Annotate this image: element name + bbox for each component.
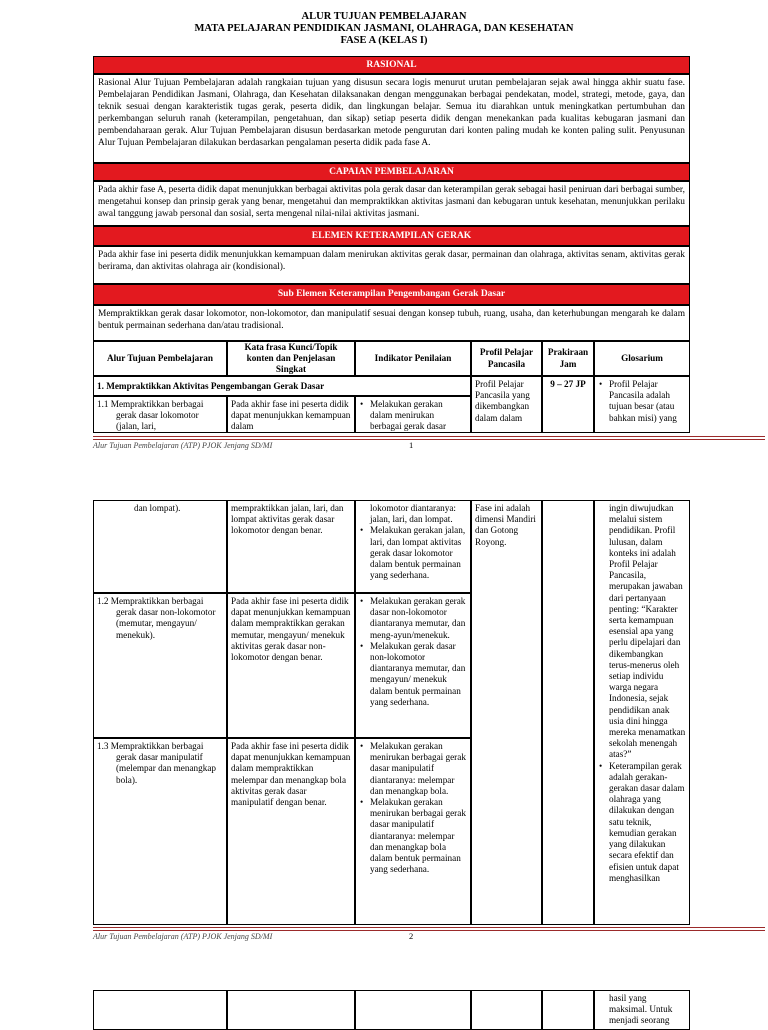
row-1-1-indikator	[355, 396, 471, 433]
th-indikator: Indikator Penilaian	[355, 341, 471, 376]
page-number: 1	[409, 440, 414, 450]
row-1-1-indikator-cont	[355, 500, 471, 593]
rasional-heading: RASIONAL	[93, 56, 690, 74]
row-1-2-alur: 1.2 Mempraktikkan berbagai gerak dasar non-lokomotor (memutar, mengayun/ menekuk).	[93, 593, 227, 738]
th-alur: Alur Tujuan Pembelajaran	[93, 341, 227, 376]
page-number: 2	[409, 931, 414, 941]
rasional-text: Rasional Alur Tujuan Pembelajaran adalah rangkaian tujuan yang disusun secara logis menurut urutan pembelajaran sejak awal hingga akhir suatu fase. Pembelajaran Pendidikan Jasmani, Olahraga, dan Kesehatan dilaksanakan dengan menggunakan berbagai pendekatan, model, strategi, metode, gaya, dan teknik sesuai dengan karakteristik tugas gerak, peserta didik, dan lingkungan belajar. Semua itu diarahkan untuk meningkatkan pertumbuhan dan perkembangan seluruh ranah (keterampilan, pengetahuan, dan sikap) setiap peserta didik dengan menekankan pada kualitas kebugaran jasmani dan pembendaharaan gerak. Alur Tujuan Pembelajaran disusun berdasarkan metode pengurutan dari konten paling mudah ke konten paling sulit. Penyusunan Alur Tujuan Pembelajaran dilakukan berdasarkan pengalaman peserta didik pada fase A.	[93, 74, 690, 163]
footer-rule	[93, 927, 765, 928]
page3-cell-profil	[471, 990, 542, 1030]
glosarium-item: • Profil Pelajar Pancasila adalah tujuan besar (atau bahkan misi) yang	[609, 379, 686, 424]
indikator-item: • Melakukan gerakan gerak dasar non-lokomotor diantaranya memutar, dan meng-ayun/menekuk.	[370, 596, 467, 641]
doc-title-line2: MATA PELAJARAN PENDIDIKAN JASMANI, OLAHRAGA, DAN KESEHATAN	[194, 23, 574, 34]
indikator-item: • Melakukan gerakan menirukan berbagai gerak dasar manipulatif diantaranya: melempar dan menangkap bola dalam bentuk permainan yang sederhana.	[370, 797, 467, 875]
th-kata-frasa: Kata frasa Kunci/Topik konten dan Penjelasan Singkat	[227, 341, 355, 376]
th-profil: Profil Pelajar Pancasila	[471, 341, 542, 376]
jam-cell: 9 – 27 JP	[542, 376, 594, 433]
page3-cell-indikator	[355, 990, 471, 1030]
doc-title-line3: FASE A (KELAS I)	[340, 35, 428, 46]
th-glosarium: Glosarium	[594, 341, 690, 376]
row-1-1-kata-cont: mempraktikkan jalan, lari, dan lompat aktivitas gerak dasar lokomotor dengan benar.	[227, 500, 355, 593]
page3-cell-alur	[93, 990, 227, 1030]
indikator-continuation: lokomotor diantaranya: jalan, lari, dan lompat.	[370, 503, 456, 525]
indikator-item: • Melakukan gerakan jalan, lari, dan lompat aktivitas gerak dasar lokomotor dalam bentuk permainan yang sederhana.	[370, 525, 467, 581]
doc-title-line1: ALUR TUJUAN PEMBELAJARAN	[301, 11, 467, 22]
row-1-1-alur: 1.1 Mempraktikkan berbagai gerak dasar lokomotor (jalan, lari,	[93, 396, 227, 433]
glosarium-cell-p1	[594, 376, 690, 433]
row-1-2-indikator	[355, 593, 471, 738]
profil-cell-cont: Fase ini adalah dimensi Mandiri dan Gotong Royong.	[471, 500, 542, 925]
footer-rule	[93, 439, 765, 440]
page3-cell-glosarium: hasil yang maksimal. Untuk menjadi seorang	[594, 990, 690, 1030]
footer-rule	[93, 930, 765, 931]
row-1-3-alur: 1.3 Mempraktikkan berbagai gerak dasar manipulatif (melempar dan menangkap bola).	[93, 738, 227, 925]
elemen-heading: ELEMEN KETERAMPILAN GERAK	[93, 226, 690, 246]
sub-elemen-text: Mempraktikkan gerak dasar lokomotor, non-lokomotor, dan manipulatif sesuai dengan konsep tubuh, ruang, usaha, dan keterhubungan mengarah ke dalam bentuk permainan sederhana dan/atau tradisional.	[93, 305, 690, 341]
footer-rule	[93, 436, 765, 437]
sub-elemen-heading: Sub Elemen Keterampilan Pengembangan Gerak Dasar	[93, 284, 690, 305]
th-prakiraan-jam: Prakiraan Jam	[542, 341, 594, 376]
row-1-2-kata: Pada akhir fase ini peserta didik dapat menunjukkan kemampuan dalam mempraktikkan gerakan memutar, mengayun/ menekuk aktivitas gerak dasar non-lokomotor dengan benar.	[227, 593, 355, 738]
jam-cell-cont	[542, 500, 594, 925]
row-1-3-indikator	[355, 738, 471, 925]
capaian-text: Pada akhir fase A, peserta didik dapat menunjukkan berbagai aktivitas pola gerak dasar dan keterampilan gerak sebagai hasil peniruan dari berbagai sumber, mengetahui konsep dan prinsip gerak yang benar, mengetahui dan mempraktikkan aktivitas jasmani dan kebugaran untuk kesehatan, menunjukkan perilaku awal tanggung jawab personal dan sosial, serta mengenal nilai-nilai aktivitas jasmani.	[93, 181, 690, 226]
glosarium-cell-cont	[594, 500, 690, 925]
glosarium-item: • Keterampilan gerak adalah gerakan-gerakan dasar dalam olahraga yang dilakukan dengan satu teknik, kemudian gerakan yang dilakukan secara efektif dan efisien untuk dapat menghasilkan	[609, 761, 686, 884]
footer-text: Alur Tujuan Pembelajaran (ATP) PJOK Jenjang SD/MI	[93, 932, 273, 941]
footer-text: Alur Tujuan Pembelajaran (ATP) PJOK Jenjang SD/MI	[93, 441, 273, 450]
row-1-1-kata: Pada akhir fase ini peserta didik dapat menunjukkan kemampuan dalam	[227, 396, 355, 433]
indikator-item: • Melakukan gerakan menirukan berbagai gerak dasar manipulatif diantaranya: melempar dan menangkap bola.	[370, 741, 467, 797]
row-1-1-alur-cont: dan lompat).	[93, 500, 227, 593]
profil-cell-p1: Profil Pelajar Pancasila yang dikembangkan dalam dalam	[471, 376, 542, 433]
indikator-item: • Melakukan gerak dasar non-lokomotor diantaranya memutar, dan mengayun/ menekuk dalam bentuk permainan yang sederhana.	[370, 641, 467, 708]
row1-title: 1. Mempraktikkan Aktivitas Pengembangan Gerak Dasar	[93, 376, 471, 396]
row-1-3-kata: Pada akhir fase ini peserta didik dapat menunjukkan kemampuan dalam mempraktikkan melempar dan menangkap bola aktivitas gerak dasar manipulatif dengan benar.	[227, 738, 355, 925]
capaian-heading: CAPAIAN PEMBELAJARAN	[93, 163, 690, 181]
elemen-text: Pada akhir fase ini peserta didik menunjukkan kemampuan dalam menirukan aktivitas gerak dasar, permainan dan olahraga, aktivitas senam, aktivitas gerak berirama, dan aktivitas olahraga air (kondisional).	[93, 246, 690, 284]
page3-cell-jam	[542, 990, 594, 1030]
indikator-item: • Melakukan gerakan dalam menirukan berbagai gerak dasar	[370, 399, 467, 433]
glosarium-continuation: ingin diwujudkan melalui sistem pendidikan. Profil lulusan, dalam konteks ini adalah Profil Pelajar Pancasila, merupakan jawaban dari pertanyaan penting: “Karakter serta kemampuan esensial apa yang perlu dipelajari dan dikembangkan terus-menerus oleh setiap individu warga negara Indonesia, sejak pendidikan anak usia dini hingga mereka menamatkan sekolah menengah atas?”	[609, 503, 686, 760]
page3-cell-kata	[227, 990, 355, 1030]
